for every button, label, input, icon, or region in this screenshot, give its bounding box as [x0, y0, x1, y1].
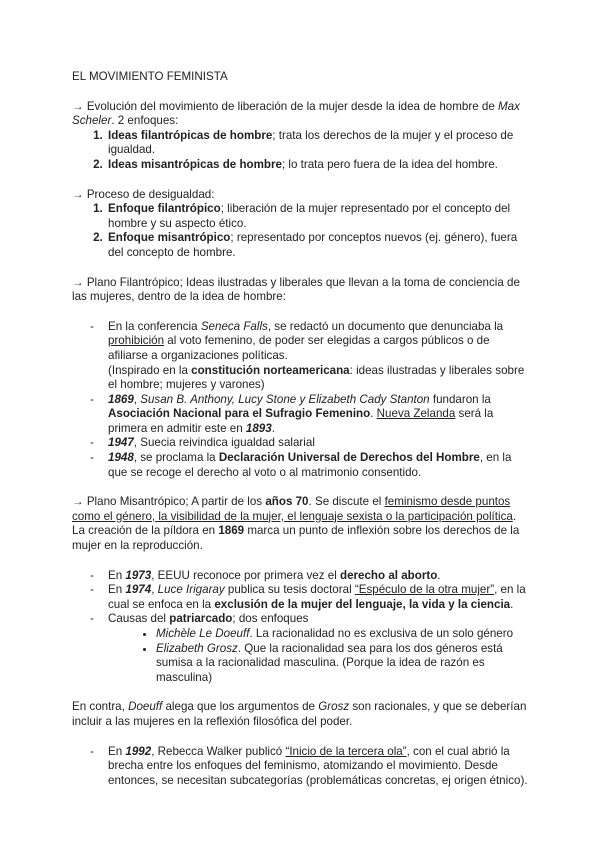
text-run: 1893	[245, 421, 272, 435]
document-page	[72, 70, 528, 788]
text-run: Ideas filantrópicas de hombre	[108, 128, 273, 142]
desigualdad-list	[72, 202, 528, 260]
text-run: Michèle Le Doeuff	[156, 627, 250, 640]
text-run: 1869	[108, 392, 134, 406]
text-run: . Que la racionalidad sea para los dos géneros está sumisa a la racionalidad masculina. (Porque la idea de razón es masculina)	[156, 641, 503, 684]
list-item	[108, 451, 528, 480]
text-run: ; trata los derechos de la mujer y el proceso de igualdad.	[108, 128, 514, 157]
text-run: , Rebecca Walker publicó	[151, 744, 286, 758]
text-run: 1869	[218, 524, 245, 538]
misantropico-list	[72, 569, 528, 686]
list-item	[106, 202, 528, 231]
text-run: .	[512, 509, 517, 523]
text-run: fundaron la	[429, 392, 491, 406]
text-run: En	[108, 568, 126, 582]
text-run: . 2 enfoques:	[111, 114, 179, 128]
list-item	[108, 569, 528, 584]
list-item	[106, 158, 528, 173]
text-run: ; lo trata pero fuera de la idea del hombre.	[281, 157, 498, 171]
misantropico-paragraph	[72, 495, 528, 524]
underlined-term: Nueva Zelanda	[376, 407, 456, 421]
text-run: 1992	[125, 744, 152, 758]
text-run: Seneca Falls	[200, 319, 268, 333]
text-run: Max Scheler	[72, 99, 520, 128]
text-run: , Suecia reivindica igualdad salarial	[133, 436, 315, 450]
text-run: .	[510, 597, 514, 611]
pildora-paragraph	[72, 524, 528, 553]
sub-list-item	[156, 627, 528, 642]
list-item	[106, 129, 528, 158]
text-run: derecho al aborto	[340, 568, 438, 582]
underlined-term: prohibición	[108, 334, 165, 348]
contra-paragraph	[72, 700, 528, 729]
desigualdad-section	[72, 188, 528, 261]
text-run: al voto femenino, de poder ser elegidas a cargos públicos o de afiliarse a organizaciones políticas.	[108, 334, 490, 362]
intro-list	[72, 129, 528, 173]
text-run: .	[271, 421, 275, 435]
underlined-term: feminismo desde puntos como el género, la visibilidad de la mujer, el lenguaje sexista o la participación política	[72, 495, 513, 523]
text-run: , en la cual se enfoca en la	[108, 583, 526, 611]
tercera-ola-list	[72, 745, 528, 789]
text-run: , se proclama la	[133, 451, 219, 465]
text-run: Ideas misantrópicas de hombre	[108, 157, 282, 171]
text-run: alega que los argumentos de	[162, 700, 319, 714]
text-run: La creación de la píldora en	[72, 524, 219, 538]
text-run: Doeuff	[128, 700, 163, 714]
text-run: (Inspirado en la	[108, 363, 192, 377]
text-run: Causas del	[108, 612, 170, 626]
text-run: , en la que se recoge el derecho al voto o al matrimonio consentido.	[108, 451, 512, 479]
text-run: constitución norteamericana	[191, 363, 350, 377]
contra-section	[72, 700, 528, 729]
filantropico-section	[72, 276, 528, 481]
underlined-term: “Espéculo de la otra mujer”	[354, 583, 495, 597]
filantropico-list	[72, 320, 528, 481]
text-run: ; representado por conceptos nuevos (ej. género), fuera del concepto de hombre.	[108, 231, 518, 259]
filantropico-heading: → Plano Filantrópico; Ideas ilustradas y liberales que llevan a la toma de conciencia de las mujeres, dentro de la idea de hombre:	[72, 275, 520, 304]
misantropico-section	[72, 495, 528, 685]
text-run: Susan B. Anthony, Lucy Stone y Elizabeth Cady Stanton	[140, 392, 430, 406]
list-item	[108, 320, 528, 393]
text-run: ,	[133, 392, 141, 406]
list-item	[108, 436, 528, 451]
text-run: patriarcado	[169, 612, 233, 626]
text-run: Elizabeth Grosz	[156, 641, 238, 655]
text-run: . La racionalidad no es exclusiva de un solo género	[249, 627, 514, 640]
text-run: Declaración Universal de Derechos del Hombre	[218, 451, 480, 465]
underlined-term: “Inicio de la tercera ola”	[285, 744, 407, 758]
desigualdad-heading: → Proceso de desigualdad:	[72, 187, 215, 201]
text-run: son racionales, y que se deberían incluir a las mujeres en la reflexión filosófica del poder.	[72, 700, 527, 728]
text-run: , EEUU reconoce por primera vez el	[151, 568, 340, 582]
text-run: .	[370, 407, 377, 421]
text-run: Enfoque filantrópico	[108, 202, 221, 216]
sub-list-item	[156, 642, 528, 686]
text-run: En contra,	[72, 700, 129, 714]
tercera-ola-section	[72, 745, 528, 789]
text-run: Enfoque misantrópico	[108, 231, 231, 245]
text-run: , se redactó un documento que denunciaba la	[267, 319, 504, 333]
text-run: exclusión de la mujer del lenguaje, la vida y la ciencia	[214, 597, 511, 611]
text-run: : ideas ilustradas y liberales sobre el hombre; mujeres y varones)	[108, 363, 525, 392]
list-item	[106, 231, 528, 260]
text-run: Luce Irigaray	[157, 583, 225, 597]
text-run: 1973	[125, 568, 152, 582]
text-run: publica su tesis doctoral	[224, 583, 355, 597]
text-run: → Plano Misantrópico; A partir de los	[72, 495, 266, 509]
intro-paragraph	[72, 100, 528, 129]
list-item	[108, 612, 528, 685]
list-item	[108, 745, 528, 789]
list-item	[108, 393, 528, 437]
intro-section	[72, 100, 528, 173]
text-run: ; liberación de la mujer representado por el concepto del hombre y su aspecto ético.	[108, 202, 511, 230]
text-run: En la conferencia	[108, 319, 201, 333]
text-run: .	[437, 568, 441, 582]
text-run: marca un punto de inflexión sobre los derechos de la mujer en la reproducción.	[72, 524, 520, 553]
text-run: En	[108, 583, 126, 597]
page-title: EL MOVIMIENTO FEMINISTA	[72, 70, 228, 83]
list-item	[108, 583, 528, 612]
text-run: 1974	[125, 583, 152, 597]
text-run: años 70	[265, 495, 309, 509]
text-run: ; dos enfoques	[232, 612, 309, 626]
patriarcado-sublist	[108, 627, 528, 685]
text-run: Asociación Nacional para el Sufragio Femenino	[108, 407, 371, 421]
text-run: . Se discute el	[308, 495, 385, 509]
text-run: 1948	[108, 451, 134, 465]
text-run: será la primera en admitir este en	[108, 407, 494, 435]
text-run: 1947	[108, 436, 134, 450]
text-run: ,	[151, 583, 158, 597]
text-run: , con el cual abrió la brecha entre los enfoques del feminismo, atomizando el movimiento. Desde entonces, se necesitan subcategorías (problemáticas concretas, ej origen étnico).	[108, 744, 528, 787]
text-run: En	[108, 744, 126, 758]
text-run: Grosz	[318, 700, 350, 714]
text-run: → Evolución del movimiento de liberación de la mujer desde la idea de hombre de	[72, 99, 498, 113]
